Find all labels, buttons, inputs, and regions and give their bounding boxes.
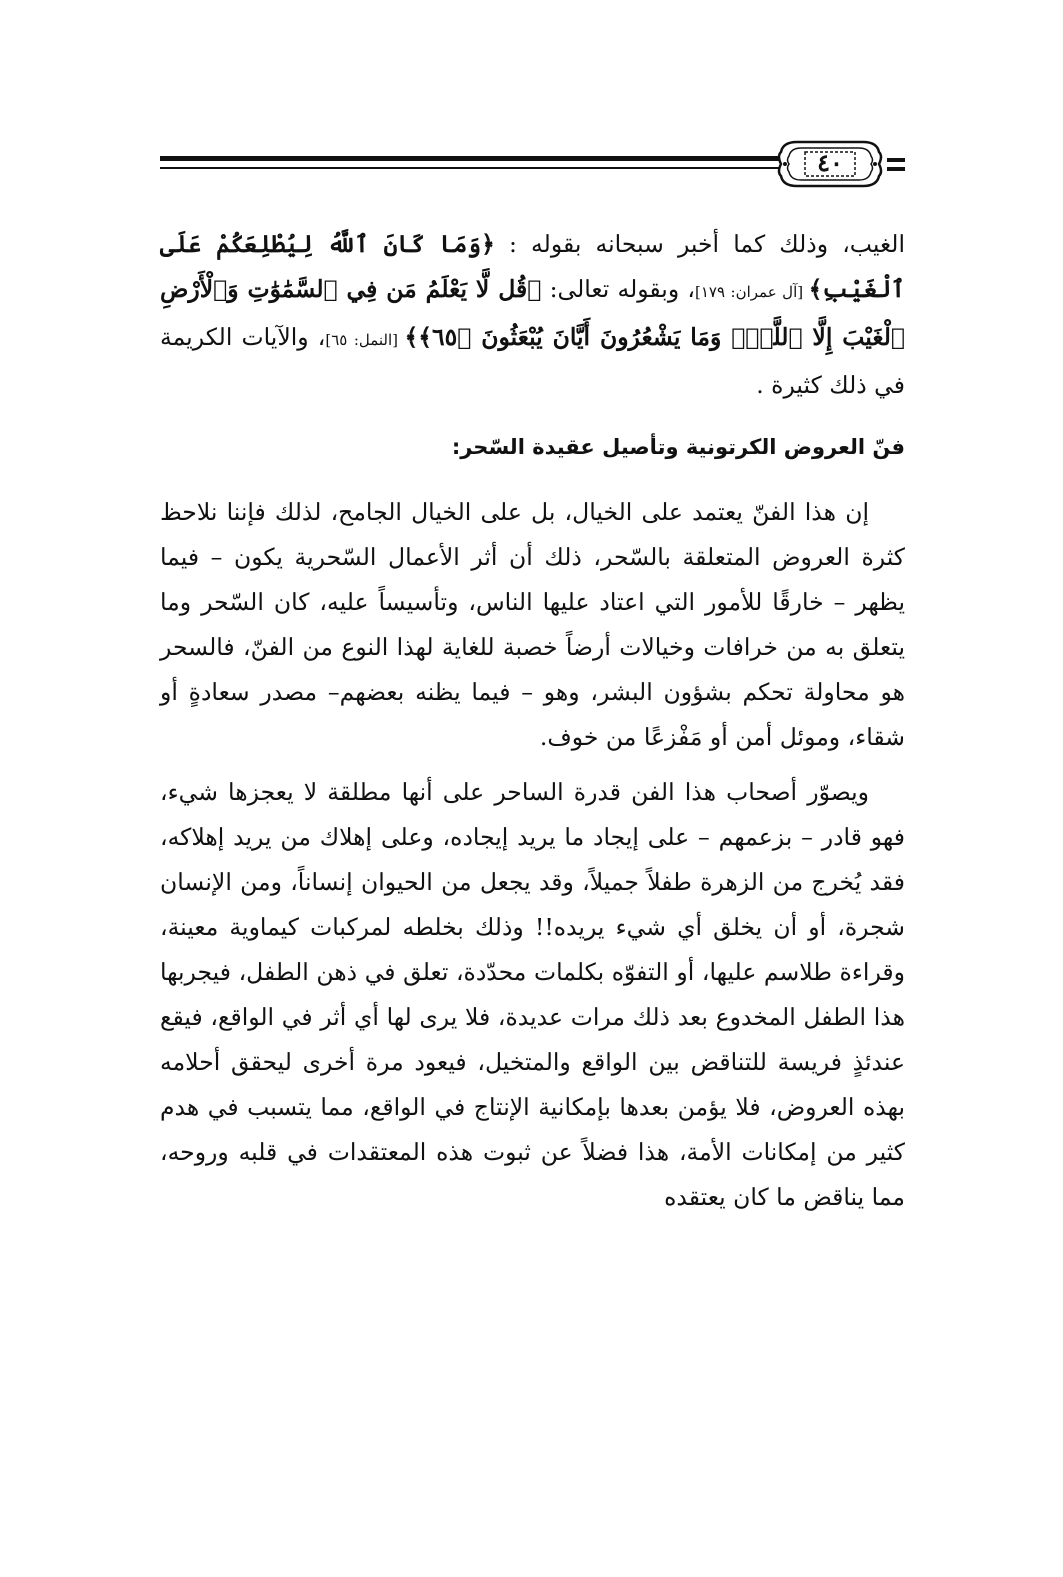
- intro-text-3: ، والآيات الكريمة في ذلك كثيرة .: [160, 323, 905, 399]
- body-paragraph-1: إن هذا الفنّ يعتمد على الخيال، بل على الخيال الجامح، لذلك فإننا نلاحظ كثرة العروض المتعلقة بالسّحر، ذلك أن أثر الأعمال السّحرية يكون – فيما يظهر – خارقًا للأمور التي اعتاد عليها الناس، وتأسيساً عليه، كان السّحر وما يتعلق به من خرافات وخيالات أرضاً خصبة للغاية لهذا النوع من الفنّ، فالسحر هو محاولة تحكم بشؤون البشر، وهو – فيما يظنه بعضهم– مصدر سعادةٍ أو شقاء، وموئل أمن أو مَفْزعًا من خوف.: [160, 498, 905, 751]
- page-number-badge: [775, 138, 885, 190]
- quran-verse-2: ﴿قُل لَّا يَعْلَمُ مَن فِي ٱلسَّمَٰوَٰتِ وَٱلْأَرْضِ ٱلْغَيْبَ إِلَّا ٱللَّهُۚ وَمَا يَشْعُرُونَ أَيَّانَ يُبْعَثُونَ ﴿٦٥﴾﴾: [160, 275, 905, 351]
- header-double-rule: [160, 156, 780, 174]
- body-paragraph-2: ويصوّر أصحاب هذا الفن قدرة الساحر على أنها مطلقة لا يعجزها شيء، فهو قادر – بزعمهم – على إيجاد ما يريد إيجاده، وعلى إهلاك من يريد إهلاكه، فقد يُخرج من الزهرة طفلاً جميلاً، وقد يجعل من الحيوان إنساناً، ومن الإنسان شجرة، أو أن يخلق أي شيء يريده!! وذلك بخلطه لمركبات كيماوية معينة، وقراءة طلاسم عليها، أو التفوّه بكلمات محدّدة، تعلق في ذهن الطفل، فيجربها هذا الطفل المخدوع بعد ذلك مرات عديدة، فلا يرى لها أي أثر في الواقع، فيقع عندئذٍ فريسة للتناقض بين الواقع والمتخيل، فيعود مرة أخرى ليحقق أحلامه بهذه العروض، فلا يؤمن بعدها بإمكانية الإنتاج في الواقع، مما يتسبب في هدم كثير من إمكانات الأمة، هذا فضلاً عن ثبوت هذه المعتقدات في قلبه وروحه، مما يناقض ما كان يعتقده: [160, 778, 905, 1211]
- quran-verse-1: ﴿وَمَا كَانَ ٱللَّهُ لِيُطْلِعَكُمْ عَلَى ٱلْغَيْبِ﴾: [160, 230, 905, 303]
- page-header: [160, 138, 905, 190]
- header-rule-thin: [160, 167, 780, 169]
- section-heading: فنّ العروض الكرتونية وتأصيل عقيدة السّحر:: [451, 435, 905, 459]
- page-body: [160, 222, 905, 1220]
- header-rule-end: [887, 158, 905, 172]
- verse-citation-2: [النمل: ٦٥]: [325, 331, 405, 349]
- verse-citation-1: [آل عمران: ١٧٩]: [694, 283, 809, 301]
- page-number: ٤٠: [817, 148, 843, 177]
- intro-text-2: ، وبقوله تعالى:: [541, 275, 695, 303]
- intro-text-1: الغيب، وذلك كما أخبر سبحانه بقوله :: [494, 230, 905, 258]
- intro-paragraph: [160, 222, 905, 408]
- header-rule-thick: [160, 156, 780, 161]
